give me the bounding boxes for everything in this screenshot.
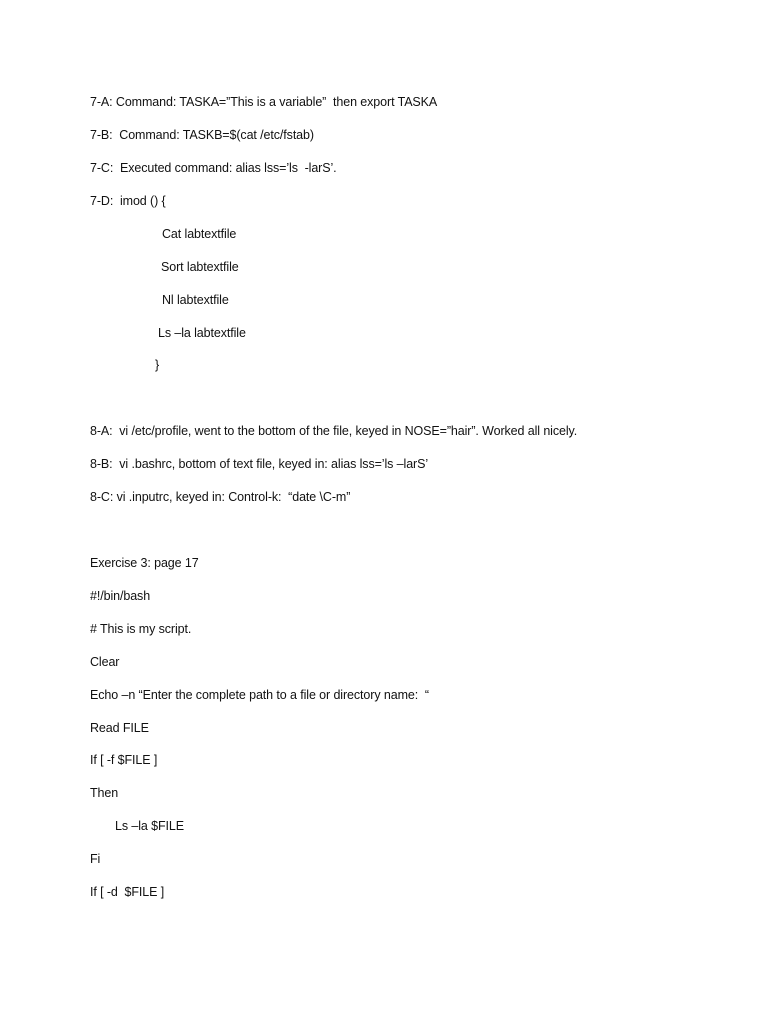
text-line-cat: Cat labtextfile (162, 227, 237, 241)
text-line-then: Then (90, 786, 119, 800)
text-line-if-f: If [ -f $FILE ] (90, 753, 158, 767)
text-line-comment: # This is my script. (90, 622, 192, 636)
text-line-sort: Sort labtextfile (161, 260, 239, 274)
text-line-nl: Nl labtextfile (162, 293, 229, 307)
text-line-exercise-heading: Exercise 3: page 17 (90, 556, 199, 570)
text-line-close-brace: } (155, 358, 160, 372)
text-line-clear: Clear (90, 655, 120, 669)
text-line-8a: 8-A: vi /etc/profile, went to the bottom of the file, keyed in NOSE=”hair”. Worked all nicely. (90, 424, 578, 438)
text-line-7d: 7-D: imod () { (90, 194, 166, 208)
text-line-8c: 8-C: vi .inputrc, keyed in: Control-k: “date \C-m” (90, 490, 351, 504)
text-line-7a: 7-A: Command: TASKA=”This is a variable” then export TASKA (90, 95, 438, 109)
text-line-7b: 7-B: Command: TASKB=$(cat /etc/fstab) (90, 128, 314, 142)
text-line-shebang: #!/bin/bash (90, 589, 151, 603)
text-line-echo: Echo –n “Enter the complete path to a file or directory name: “ (90, 688, 429, 702)
text-line-if-d: If [ -d $FILE ] (90, 885, 165, 899)
text-line-7c: 7-C: Executed command: alias lss=’ls -larS’. (90, 161, 337, 175)
text-line-read: Read FILE (90, 721, 149, 735)
text-line-fi: Fi (90, 852, 101, 866)
text-line-ls: Ls –la labtextfile (158, 326, 246, 340)
text-line-8b: 8-B: vi .bashrc, bottom of text file, keyed in: alias lss=’ls –larS’ (90, 457, 429, 471)
text-line-ls-file: Ls –la $FILE (115, 819, 184, 833)
